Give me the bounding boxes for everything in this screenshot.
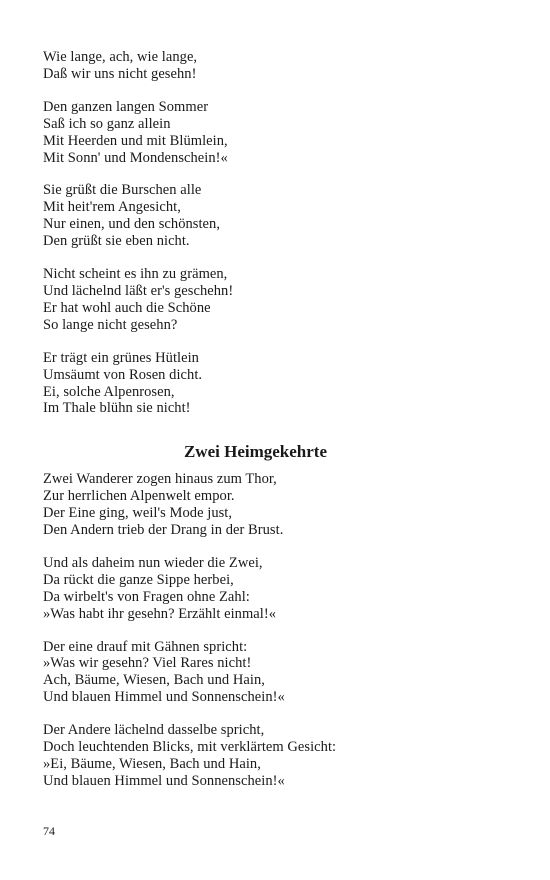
stanza <box>43 266 513 334</box>
verse-line: Zwei Wanderer zogen hinaus zum Thor, <box>43 471 277 488</box>
verse-line: Der Andere lächelnd dasselbe spricht, <box>43 722 265 739</box>
stanza <box>43 639 513 707</box>
stanza <box>43 49 513 83</box>
verse-line: Sie grüßt die Burschen alle <box>43 182 202 199</box>
verse-line: Im Thale blühn sie nicht! <box>43 400 191 417</box>
verse-line: Ei, solche Alpenrosen, <box>43 383 175 400</box>
verse-line: Saß ich so ganz allein <box>43 115 171 132</box>
verse-line: Den grüßt sie eben nicht. <box>43 233 190 250</box>
poem-title: Zwei Heimgekehrte <box>183 442 328 462</box>
verse-line: Umsäumt von Rosen dicht. <box>43 366 203 383</box>
poem-section <box>43 442 513 790</box>
stanza <box>43 555 513 623</box>
verse-line: Nicht scheint es ihn zu grämen, <box>43 266 228 283</box>
verse-line: Der Eine ging, weil's Mode just, <box>43 505 233 522</box>
verse-line: Da rückt die ganze Sippe herbei, <box>43 571 234 588</box>
verse-line: Ach, Bäume, Wiesen, Bach und Hain, <box>43 672 265 689</box>
verse-line: »Ei, Bäume, Wiesen, Bach und Hain, <box>43 756 261 772</box>
verse-line: Daß wir uns nicht gesehn! <box>43 65 197 82</box>
verse-line: Zur herrlichen Alpenwelt empor. <box>43 488 235 505</box>
verse-line: Und blauen Himmel und Sonnenschein!« <box>43 772 285 789</box>
page-body <box>43 49 513 790</box>
verse-line: Mit Sonn' und Mondenschein!« <box>43 149 228 166</box>
verse-line: Mit heit'rem Angesicht, <box>43 199 181 216</box>
verse-line: »Was habt ihr gesehn? Erzählt einmal!« <box>43 605 277 622</box>
verse-line: Den Andern trieb der Drang in der Brust. <box>43 522 284 539</box>
page-number: 74 <box>43 824 55 838</box>
verse-line: Da wirbelt's von Fragen ohne Zahl: <box>43 588 250 605</box>
stanza <box>43 350 513 418</box>
verse-line: Und als daheim nun wieder die Zwei, <box>43 554 263 571</box>
verse-line: »Was wir gesehn? Viel Rares nicht! <box>43 655 252 672</box>
verse-line: Und blauen Himmel und Sonnenschein!« <box>43 689 285 706</box>
verse-line: Nur einen, und den schönsten, <box>43 216 221 233</box>
stanza <box>43 722 513 790</box>
stanza <box>43 182 513 250</box>
verse-line: Er hat wohl auch die Schöne <box>43 299 211 316</box>
verse-line: Doch leuchtenden Blicks, mit verklärtem Gesicht: <box>43 739 337 756</box>
stanza <box>43 471 513 539</box>
verse-line: Und lächelnd läßt er's geschehn! <box>43 282 234 299</box>
verse-line: Den ganzen langen Sommer <box>43 98 209 115</box>
poem-continuation <box>43 49 513 417</box>
verse-line: So lange nicht gesehn? <box>43 316 178 333</box>
stanza <box>43 99 513 167</box>
verse-line: Er trägt ein grünes Hütlein <box>43 349 199 366</box>
verse-line: Mit Heerden und mit Blümlein, <box>43 132 228 149</box>
verse-line: Der eine drauf mit Gähnen spricht: <box>43 638 248 655</box>
verse-line: Wie lange, ach, wie lange, <box>43 49 198 65</box>
